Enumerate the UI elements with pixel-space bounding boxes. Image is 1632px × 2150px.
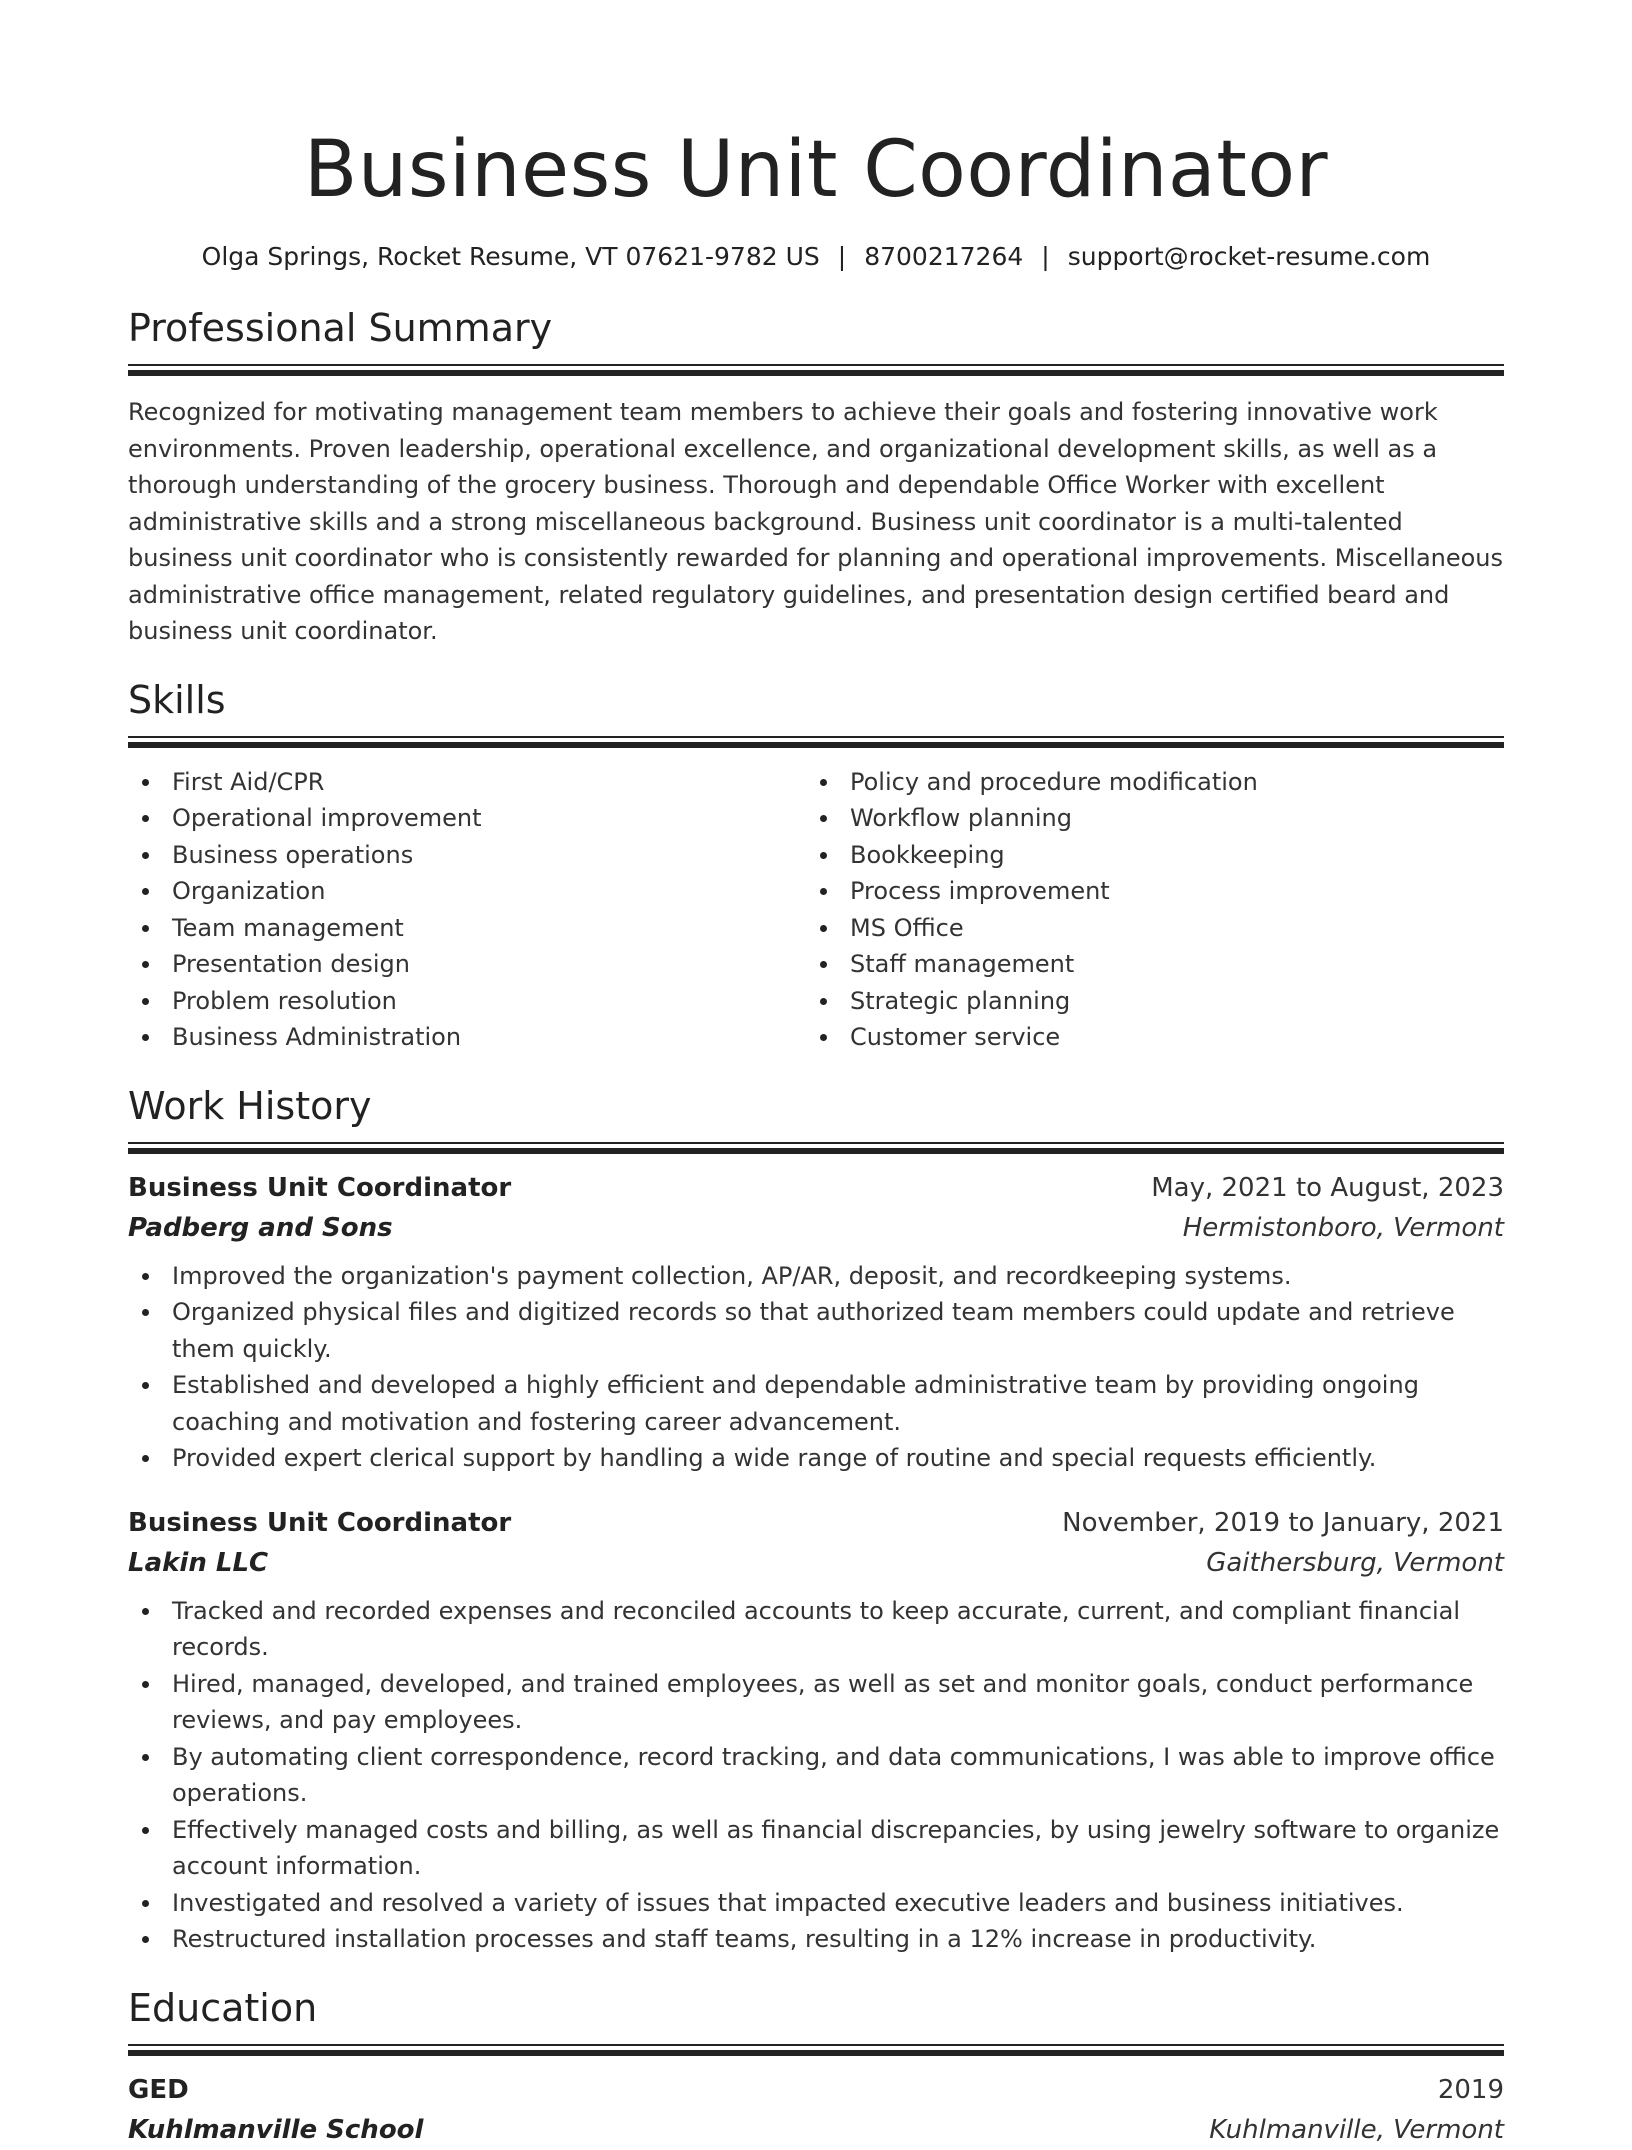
skill-item: Policy and procedure modification: [806, 764, 1484, 801]
skills-right-column: [806, 764, 1484, 1056]
education-school: Kuhlmanville School: [128, 2114, 424, 2145]
skill-item: MS Office: [806, 910, 1484, 947]
education-degree: GED: [128, 2074, 189, 2105]
job-location: Hermistonboro, Vermont: [1182, 1212, 1504, 1243]
contact-line: [128, 240, 1504, 274]
skill-item: Presentation design: [128, 946, 806, 983]
contact-separator: |: [837, 242, 847, 271]
summary-text: Recognized for motivating management team members to achieve their goals and fostering innovative work environments. Proven leadership, operational excellence, and organizational development skills, as well as a thorough understanding of the grocery business. Thorough and dependable Office Worker with excellent administrative skills and a strong miscellaneous background. Business unit coordinator is a multi-talented business unit coordinator who is consistently rewarded for planning and operational improvements. Miscellaneous administrative office management, related regulatory guidelines, and presentation design certified beard and business unit coordinator.: [128, 398, 1504, 645]
contact-separator: |: [1041, 242, 1050, 271]
skills-left-column: [128, 764, 806, 1056]
skills-section: [128, 676, 1504, 1056]
duty-item: Investigated and resolved a variety of issues that impacted executive leaders and business initiatives.: [128, 1885, 1504, 1922]
skill-item: Problem resolution: [128, 983, 806, 1020]
contact-email: support@rocket-resume.com: [1067, 242, 1431, 271]
duty-item: Tracked and recorded expenses and reconciled accounts to keep accurate, current, and compliant financial records.: [128, 1593, 1504, 1666]
job-duties: [128, 1258, 1504, 1477]
resume-page: [128, 0, 1504, 2150]
skill-item: Operational improvement: [128, 800, 806, 837]
skill-item: Bookkeeping: [806, 837, 1484, 874]
job-subheader: [128, 1208, 1504, 1248]
skills-title: Skills: [128, 677, 226, 722]
section-divider: [128, 1142, 1504, 1154]
job-subheader: [128, 1543, 1504, 1583]
job-header: [128, 1503, 1504, 1543]
job-title: Business Unit Coordinator: [128, 1172, 512, 1203]
duty-item: Established and developed a highly efficient and dependable administrative team by providing ongoing coaching and motivation and fostering career advancement.: [128, 1367, 1504, 1440]
education-section: [128, 1984, 1504, 2150]
contact-address: Olga Springs, Rocket Resume, VT 07621-9782 US: [201, 242, 820, 271]
education-header: [128, 2070, 1504, 2110]
skill-item: Customer service: [806, 1019, 1484, 1056]
duty-item: Provided expert clerical support by handling a wide range of routine and special requests efficiently.: [128, 1440, 1504, 1477]
skill-item: Workflow planning: [806, 800, 1484, 837]
duty-item: Restructured installation processes and staff teams, resulting in a 12% increase in productivity.: [128, 1921, 1504, 1958]
skill-item: Process improvement: [806, 873, 1484, 910]
contact-phone: 8700217264: [864, 242, 1024, 271]
education-title: Education: [128, 1985, 318, 2030]
resume-name: Business Unit Coordinator: [303, 125, 1329, 215]
duty-item: Effectively managed costs and billing, as well as financial discrepancies, by using jewelry software to organize account information.: [128, 1812, 1504, 1885]
job-duties: [128, 1593, 1504, 1958]
duty-item: By automating client correspondence, record tracking, and data communications, I was able to improve office operations.: [128, 1739, 1504, 1812]
job-company: Padberg and Sons: [128, 1212, 393, 1243]
section-divider: [128, 364, 1504, 376]
duty-item: Organized physical files and digitized records so that authorized team members could update and retrieve them quickly.: [128, 1294, 1504, 1367]
duty-item: Hired, managed, developed, and trained employees, as well as set and monitor goals, conduct performance reviews, and pay employees.: [128, 1666, 1504, 1739]
job-dates: November, 2019 to January, 2021: [1062, 1507, 1504, 1538]
skills-grid: [128, 764, 1504, 1056]
section-divider: [128, 736, 1504, 748]
job-location: Gaithersburg, Vermont: [1206, 1547, 1504, 1578]
skill-item: First Aid/CPR: [128, 764, 806, 801]
education-entry: [128, 2070, 1504, 2150]
skill-item: Business operations: [128, 837, 806, 874]
education-location: Kuhlmanville, Vermont: [1209, 2114, 1504, 2145]
summary-section: [128, 304, 1504, 650]
work-title: Work History: [128, 1083, 372, 1128]
summary-title: Professional Summary: [128, 306, 553, 350]
skill-item: Team management: [128, 910, 806, 947]
job-entry: [128, 1503, 1504, 1958]
job-entry: [128, 1168, 1504, 1477]
duty-item: Improved the organization's payment collection, AP/AR, deposit, and recordkeeping systems.: [128, 1258, 1504, 1295]
skill-item: Strategic planning: [806, 983, 1484, 1020]
section-divider: [128, 2044, 1504, 2056]
job-title: Business Unit Coordinator: [128, 1507, 512, 1538]
work-section: [128, 1082, 1504, 1958]
job-dates: May, 2021 to August, 2023: [1151, 1172, 1504, 1203]
job-header: [128, 1168, 1504, 1208]
education-subheader: [128, 2110, 1504, 2150]
education-year: 2019: [1437, 2074, 1504, 2105]
job-company: Lakin LLC: [128, 1547, 269, 1578]
skill-item: Business Administration: [128, 1019, 806, 1056]
skill-item: Organization: [128, 873, 806, 910]
skill-item: Staff management: [806, 946, 1484, 983]
